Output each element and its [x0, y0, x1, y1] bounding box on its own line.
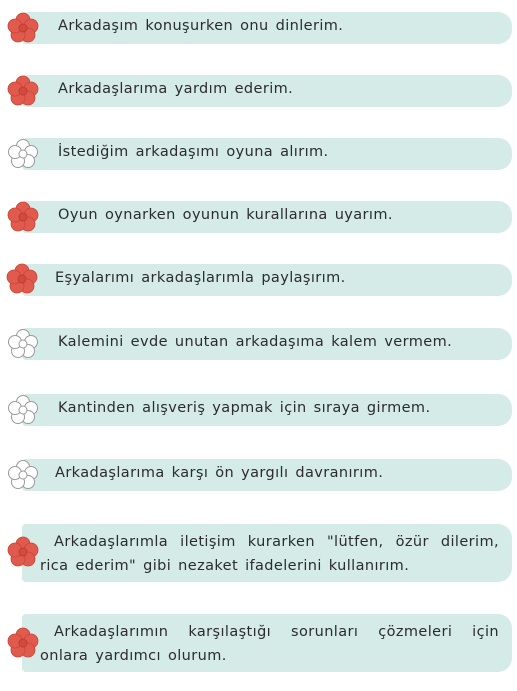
statement-text: Kantinden alışveriş yapmak için sıraya girmem. [58, 400, 431, 416]
statement-text: Arkadaşlarıma karşı ön yargılı davranırım. [55, 465, 384, 481]
filled-flower-icon[interactable] [5, 262, 39, 296]
filled-flower-icon[interactable] [6, 535, 40, 569]
statement-text: Oyun oynarken oyunun kurallarına uyarım. [58, 207, 393, 223]
statement-text: Arkadaşlarıma yardım ederim. [58, 81, 294, 97]
statement-text: Eşyalarımı arkadaşlarımla paylaşırım. [55, 270, 346, 286]
outline-flower-icon[interactable] [6, 458, 40, 492]
filled-flower-icon[interactable] [6, 626, 40, 660]
statement-text: Arkadaşım konuşurken onu dinlerim. [58, 18, 344, 34]
statement-text: İstediğim arkadaşımı oyuna alırım. [58, 144, 329, 160]
statement-text: Arkadaşlarımın karşılaştığı sorunları çözmeleri için onlara yardımcı olurum. [40, 624, 499, 664]
filled-flower-icon[interactable] [6, 200, 40, 234]
filled-flower-icon[interactable] [6, 74, 40, 108]
outline-flower-icon[interactable] [6, 327, 40, 361]
filled-flower-icon[interactable] [6, 11, 40, 45]
outline-flower-icon[interactable] [6, 137, 40, 171]
statement-text: Arkadaşlarımla iletişim kurarken "lütfen, özür dilerim, rica ederim" gibi nezaket ifadelerini kullanırım. [40, 534, 499, 574]
statement-text: Kalemini evde unutan arkadaşıma kalem vermem. [58, 334, 453, 350]
outline-flower-icon[interactable] [6, 393, 40, 427]
